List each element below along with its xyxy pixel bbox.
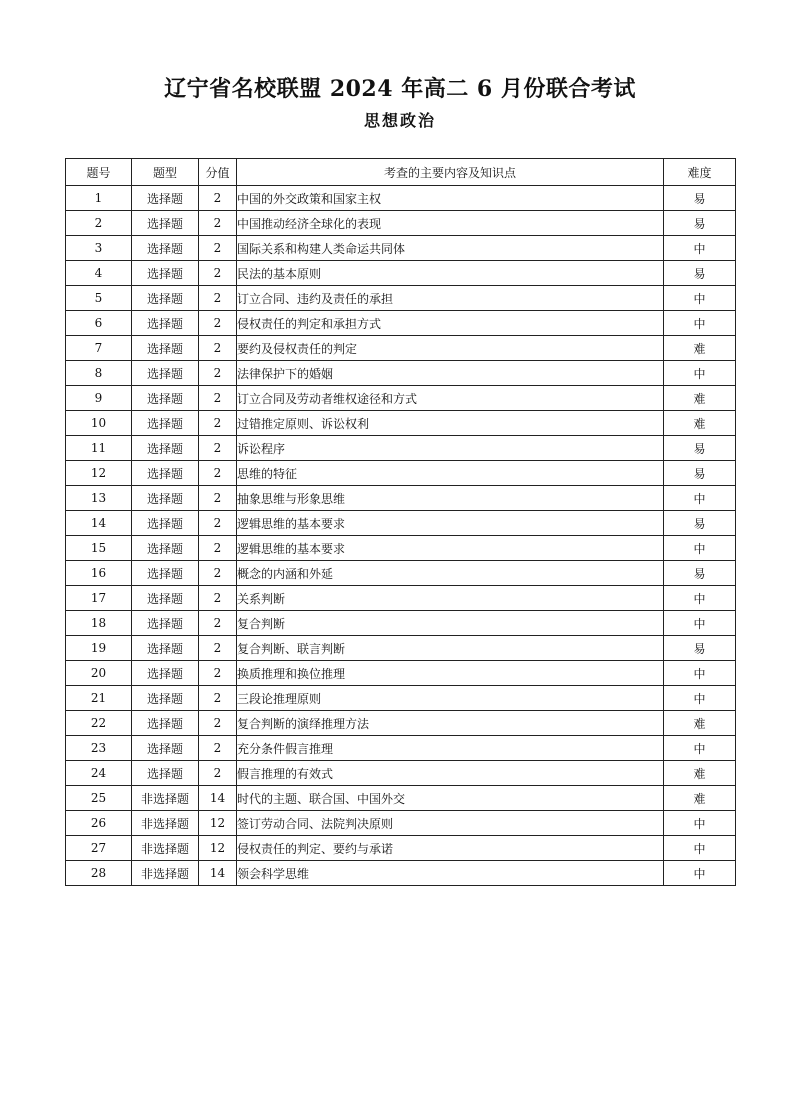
cell-question-number: 14 bbox=[66, 511, 132, 536]
cell-difficulty: 中 bbox=[664, 611, 736, 636]
cell-question-number: 15 bbox=[66, 536, 132, 561]
cell-difficulty: 中 bbox=[664, 286, 736, 311]
cell-difficulty: 中 bbox=[664, 586, 736, 611]
cell-question-type: 选择题 bbox=[132, 211, 199, 236]
cell-question-type: 选择题 bbox=[132, 611, 199, 636]
cell-score: 2 bbox=[199, 536, 237, 561]
cell-question-type: 选择题 bbox=[132, 411, 199, 436]
cell-score: 2 bbox=[199, 186, 237, 211]
cell-question-number: 27 bbox=[66, 836, 132, 861]
cell-score: 2 bbox=[199, 211, 237, 236]
cell-question-type: 选择题 bbox=[132, 186, 199, 211]
cell-difficulty: 难 bbox=[664, 411, 736, 436]
cell-difficulty: 难 bbox=[664, 336, 736, 361]
cell-content: 要约及侵权责任的判定 bbox=[237, 336, 664, 361]
cell-difficulty: 易 bbox=[664, 261, 736, 286]
table-row bbox=[66, 336, 736, 361]
cell-score: 2 bbox=[199, 286, 237, 311]
cell-difficulty: 难 bbox=[664, 786, 736, 811]
table-row bbox=[66, 761, 736, 786]
cell-question-number: 22 bbox=[66, 711, 132, 736]
table-header-row bbox=[66, 159, 736, 186]
cell-question-type: 选择题 bbox=[132, 636, 199, 661]
header-score: 分值 bbox=[199, 159, 237, 186]
cell-difficulty: 中 bbox=[664, 736, 736, 761]
cell-difficulty: 易 bbox=[664, 211, 736, 236]
cell-question-type: 选择题 bbox=[132, 736, 199, 761]
cell-content: 中国的外交政策和国家主权 bbox=[237, 186, 664, 211]
cell-question-number: 13 bbox=[66, 486, 132, 511]
cell-score: 2 bbox=[199, 561, 237, 586]
cell-content: 中国推动经济全球化的表现 bbox=[237, 211, 664, 236]
cell-score: 2 bbox=[199, 236, 237, 261]
cell-score: 2 bbox=[199, 761, 237, 786]
subject-title: 思想政治 bbox=[363, 111, 436, 130]
table-row bbox=[66, 411, 736, 436]
cell-question-number: 11 bbox=[66, 436, 132, 461]
table-body bbox=[66, 186, 736, 886]
exam-spec-table bbox=[65, 158, 736, 886]
table-row bbox=[66, 436, 736, 461]
cell-question-number: 25 bbox=[66, 786, 132, 811]
cell-score: 12 bbox=[199, 836, 237, 861]
cell-difficulty: 中 bbox=[664, 311, 736, 336]
cell-question-number: 17 bbox=[66, 586, 132, 611]
cell-question-type: 选择题 bbox=[132, 511, 199, 536]
cell-difficulty: 难 bbox=[664, 711, 736, 736]
cell-question-number: 4 bbox=[66, 261, 132, 286]
cell-content: 侵权责任的判定、要约与承诺 bbox=[237, 836, 664, 861]
cell-content: 订立合同及劳动者维权途径和方式 bbox=[237, 386, 664, 411]
header-difficulty: 难度 bbox=[664, 159, 736, 186]
table-row bbox=[66, 536, 736, 561]
cell-question-number: 24 bbox=[66, 761, 132, 786]
cell-content: 法律保护下的婚姻 bbox=[237, 361, 664, 386]
cell-score: 2 bbox=[199, 636, 237, 661]
cell-content: 国际关系和构建人类命运共同体 bbox=[237, 236, 664, 261]
cell-question-type: 选择题 bbox=[132, 536, 199, 561]
table-row bbox=[66, 636, 736, 661]
cell-score: 2 bbox=[199, 486, 237, 511]
cell-score: 14 bbox=[199, 861, 237, 886]
cell-score: 2 bbox=[199, 261, 237, 286]
cell-difficulty: 易 bbox=[664, 511, 736, 536]
cell-difficulty: 中 bbox=[664, 361, 736, 386]
cell-score: 2 bbox=[199, 611, 237, 636]
cell-question-type: 选择题 bbox=[132, 661, 199, 686]
table-row bbox=[66, 386, 736, 411]
cell-content: 抽象思维与形象思维 bbox=[237, 486, 664, 511]
cell-score: 2 bbox=[199, 511, 237, 536]
cell-question-type: 选择题 bbox=[132, 586, 199, 611]
cell-question-number: 21 bbox=[66, 686, 132, 711]
cell-difficulty: 中 bbox=[664, 686, 736, 711]
table-row bbox=[66, 211, 736, 236]
cell-question-number: 1 bbox=[66, 186, 132, 211]
cell-difficulty: 易 bbox=[664, 636, 736, 661]
table-row bbox=[66, 611, 736, 636]
cell-difficulty: 易 bbox=[664, 461, 736, 486]
cell-content: 概念的内涵和外延 bbox=[237, 561, 664, 586]
table-row bbox=[66, 561, 736, 586]
cell-score: 2 bbox=[199, 411, 237, 436]
header-content: 考查的主要内容及知识点 bbox=[237, 159, 664, 186]
cell-question-type: 选择题 bbox=[132, 261, 199, 286]
cell-score: 2 bbox=[199, 336, 237, 361]
cell-question-type: 非选择题 bbox=[132, 811, 199, 836]
table-row bbox=[66, 311, 736, 336]
cell-content: 三段论推理原则 bbox=[237, 686, 664, 711]
cell-difficulty: 难 bbox=[664, 761, 736, 786]
table-row bbox=[66, 511, 736, 536]
document-title: 辽宁省名校联盟 2024 年高二 6 月份联合考试 bbox=[164, 76, 636, 102]
cell-question-type: 非选择题 bbox=[132, 786, 199, 811]
cell-question-type: 选择题 bbox=[132, 286, 199, 311]
cell-score: 2 bbox=[199, 736, 237, 761]
table-row bbox=[66, 811, 736, 836]
cell-question-type: 非选择题 bbox=[132, 836, 199, 861]
cell-question-number: 19 bbox=[66, 636, 132, 661]
table-row bbox=[66, 361, 736, 386]
cell-question-number: 7 bbox=[66, 336, 132, 361]
cell-score: 2 bbox=[199, 686, 237, 711]
cell-score: 12 bbox=[199, 811, 237, 836]
header-question-number: 题号 bbox=[66, 159, 132, 186]
table-row bbox=[66, 286, 736, 311]
cell-content: 时代的主题、联合国、中国外交 bbox=[237, 786, 664, 811]
cell-question-type: 选择题 bbox=[132, 711, 199, 736]
cell-question-number: 18 bbox=[66, 611, 132, 636]
cell-content: 关系判断 bbox=[237, 586, 664, 611]
cell-content: 订立合同、违约及责任的承担 bbox=[237, 286, 664, 311]
cell-question-number: 26 bbox=[66, 811, 132, 836]
cell-question-number: 9 bbox=[66, 386, 132, 411]
cell-content: 逻辑思维的基本要求 bbox=[237, 511, 664, 536]
table-row bbox=[66, 661, 736, 686]
cell-score: 2 bbox=[199, 711, 237, 736]
table-row bbox=[66, 736, 736, 761]
cell-score: 2 bbox=[199, 386, 237, 411]
table-row bbox=[66, 711, 736, 736]
cell-content: 诉讼程序 bbox=[237, 436, 664, 461]
cell-question-number: 3 bbox=[66, 236, 132, 261]
table-row bbox=[66, 236, 736, 261]
cell-question-type: 选择题 bbox=[132, 311, 199, 336]
cell-question-number: 2 bbox=[66, 211, 132, 236]
cell-content: 复合判断、联言判断 bbox=[237, 636, 664, 661]
cell-difficulty: 中 bbox=[664, 536, 736, 561]
table-row bbox=[66, 461, 736, 486]
table-row bbox=[66, 861, 736, 886]
cell-question-type: 选择题 bbox=[132, 686, 199, 711]
table-row bbox=[66, 186, 736, 211]
cell-difficulty: 易 bbox=[664, 561, 736, 586]
cell-score: 14 bbox=[199, 786, 237, 811]
table-row bbox=[66, 836, 736, 861]
cell-difficulty: 中 bbox=[664, 486, 736, 511]
cell-question-number: 8 bbox=[66, 361, 132, 386]
cell-difficulty: 中 bbox=[664, 836, 736, 861]
cell-question-type: 选择题 bbox=[132, 486, 199, 511]
cell-score: 2 bbox=[199, 436, 237, 461]
cell-question-type: 非选择题 bbox=[132, 861, 199, 886]
cell-question-number: 10 bbox=[66, 411, 132, 436]
cell-content: 侵权责任的判定和承担方式 bbox=[237, 311, 664, 336]
cell-question-type: 选择题 bbox=[132, 761, 199, 786]
cell-question-number: 16 bbox=[66, 561, 132, 586]
cell-content: 逻辑思维的基本要求 bbox=[237, 536, 664, 561]
cell-question-type: 选择题 bbox=[132, 361, 199, 386]
cell-difficulty: 中 bbox=[664, 811, 736, 836]
cell-question-number: 6 bbox=[66, 311, 132, 336]
cell-question-type: 选择题 bbox=[132, 436, 199, 461]
cell-difficulty: 中 bbox=[664, 661, 736, 686]
table-row bbox=[66, 586, 736, 611]
cell-content: 领会科学思维 bbox=[237, 861, 664, 886]
cell-question-type: 选择题 bbox=[132, 236, 199, 261]
cell-score: 2 bbox=[199, 311, 237, 336]
cell-content: 复合判断 bbox=[237, 611, 664, 636]
table-row bbox=[66, 486, 736, 511]
table-row bbox=[66, 786, 736, 811]
cell-question-number: 28 bbox=[66, 861, 132, 886]
header-question-type: 题型 bbox=[132, 159, 199, 186]
cell-question-number: 12 bbox=[66, 461, 132, 486]
cell-score: 2 bbox=[199, 661, 237, 686]
cell-difficulty: 易 bbox=[664, 436, 736, 461]
cell-content: 充分条件假言推理 bbox=[237, 736, 664, 761]
cell-content: 复合判断的演绎推理方法 bbox=[237, 711, 664, 736]
cell-question-type: 选择题 bbox=[132, 461, 199, 486]
cell-score: 2 bbox=[199, 461, 237, 486]
cell-content: 过错推定原则、诉讼权利 bbox=[237, 411, 664, 436]
table-row bbox=[66, 261, 736, 286]
cell-difficulty: 中 bbox=[664, 861, 736, 886]
cell-difficulty: 难 bbox=[664, 386, 736, 411]
cell-score: 2 bbox=[199, 586, 237, 611]
cell-question-type: 选择题 bbox=[132, 336, 199, 361]
cell-content: 假言推理的有效式 bbox=[237, 761, 664, 786]
cell-question-type: 选择题 bbox=[132, 561, 199, 586]
table-row bbox=[66, 686, 736, 711]
cell-content: 签订劳动合同、法院判决原则 bbox=[237, 811, 664, 836]
cell-difficulty: 中 bbox=[664, 236, 736, 261]
cell-question-number: 20 bbox=[66, 661, 132, 686]
cell-content: 换质推理和换位推理 bbox=[237, 661, 664, 686]
cell-content: 思维的特征 bbox=[237, 461, 664, 486]
cell-question-number: 23 bbox=[66, 736, 132, 761]
cell-content: 民法的基本原则 bbox=[237, 261, 664, 286]
cell-question-type: 选择题 bbox=[132, 386, 199, 411]
cell-question-number: 5 bbox=[66, 286, 132, 311]
cell-score: 2 bbox=[199, 361, 237, 386]
cell-difficulty: 易 bbox=[664, 186, 736, 211]
